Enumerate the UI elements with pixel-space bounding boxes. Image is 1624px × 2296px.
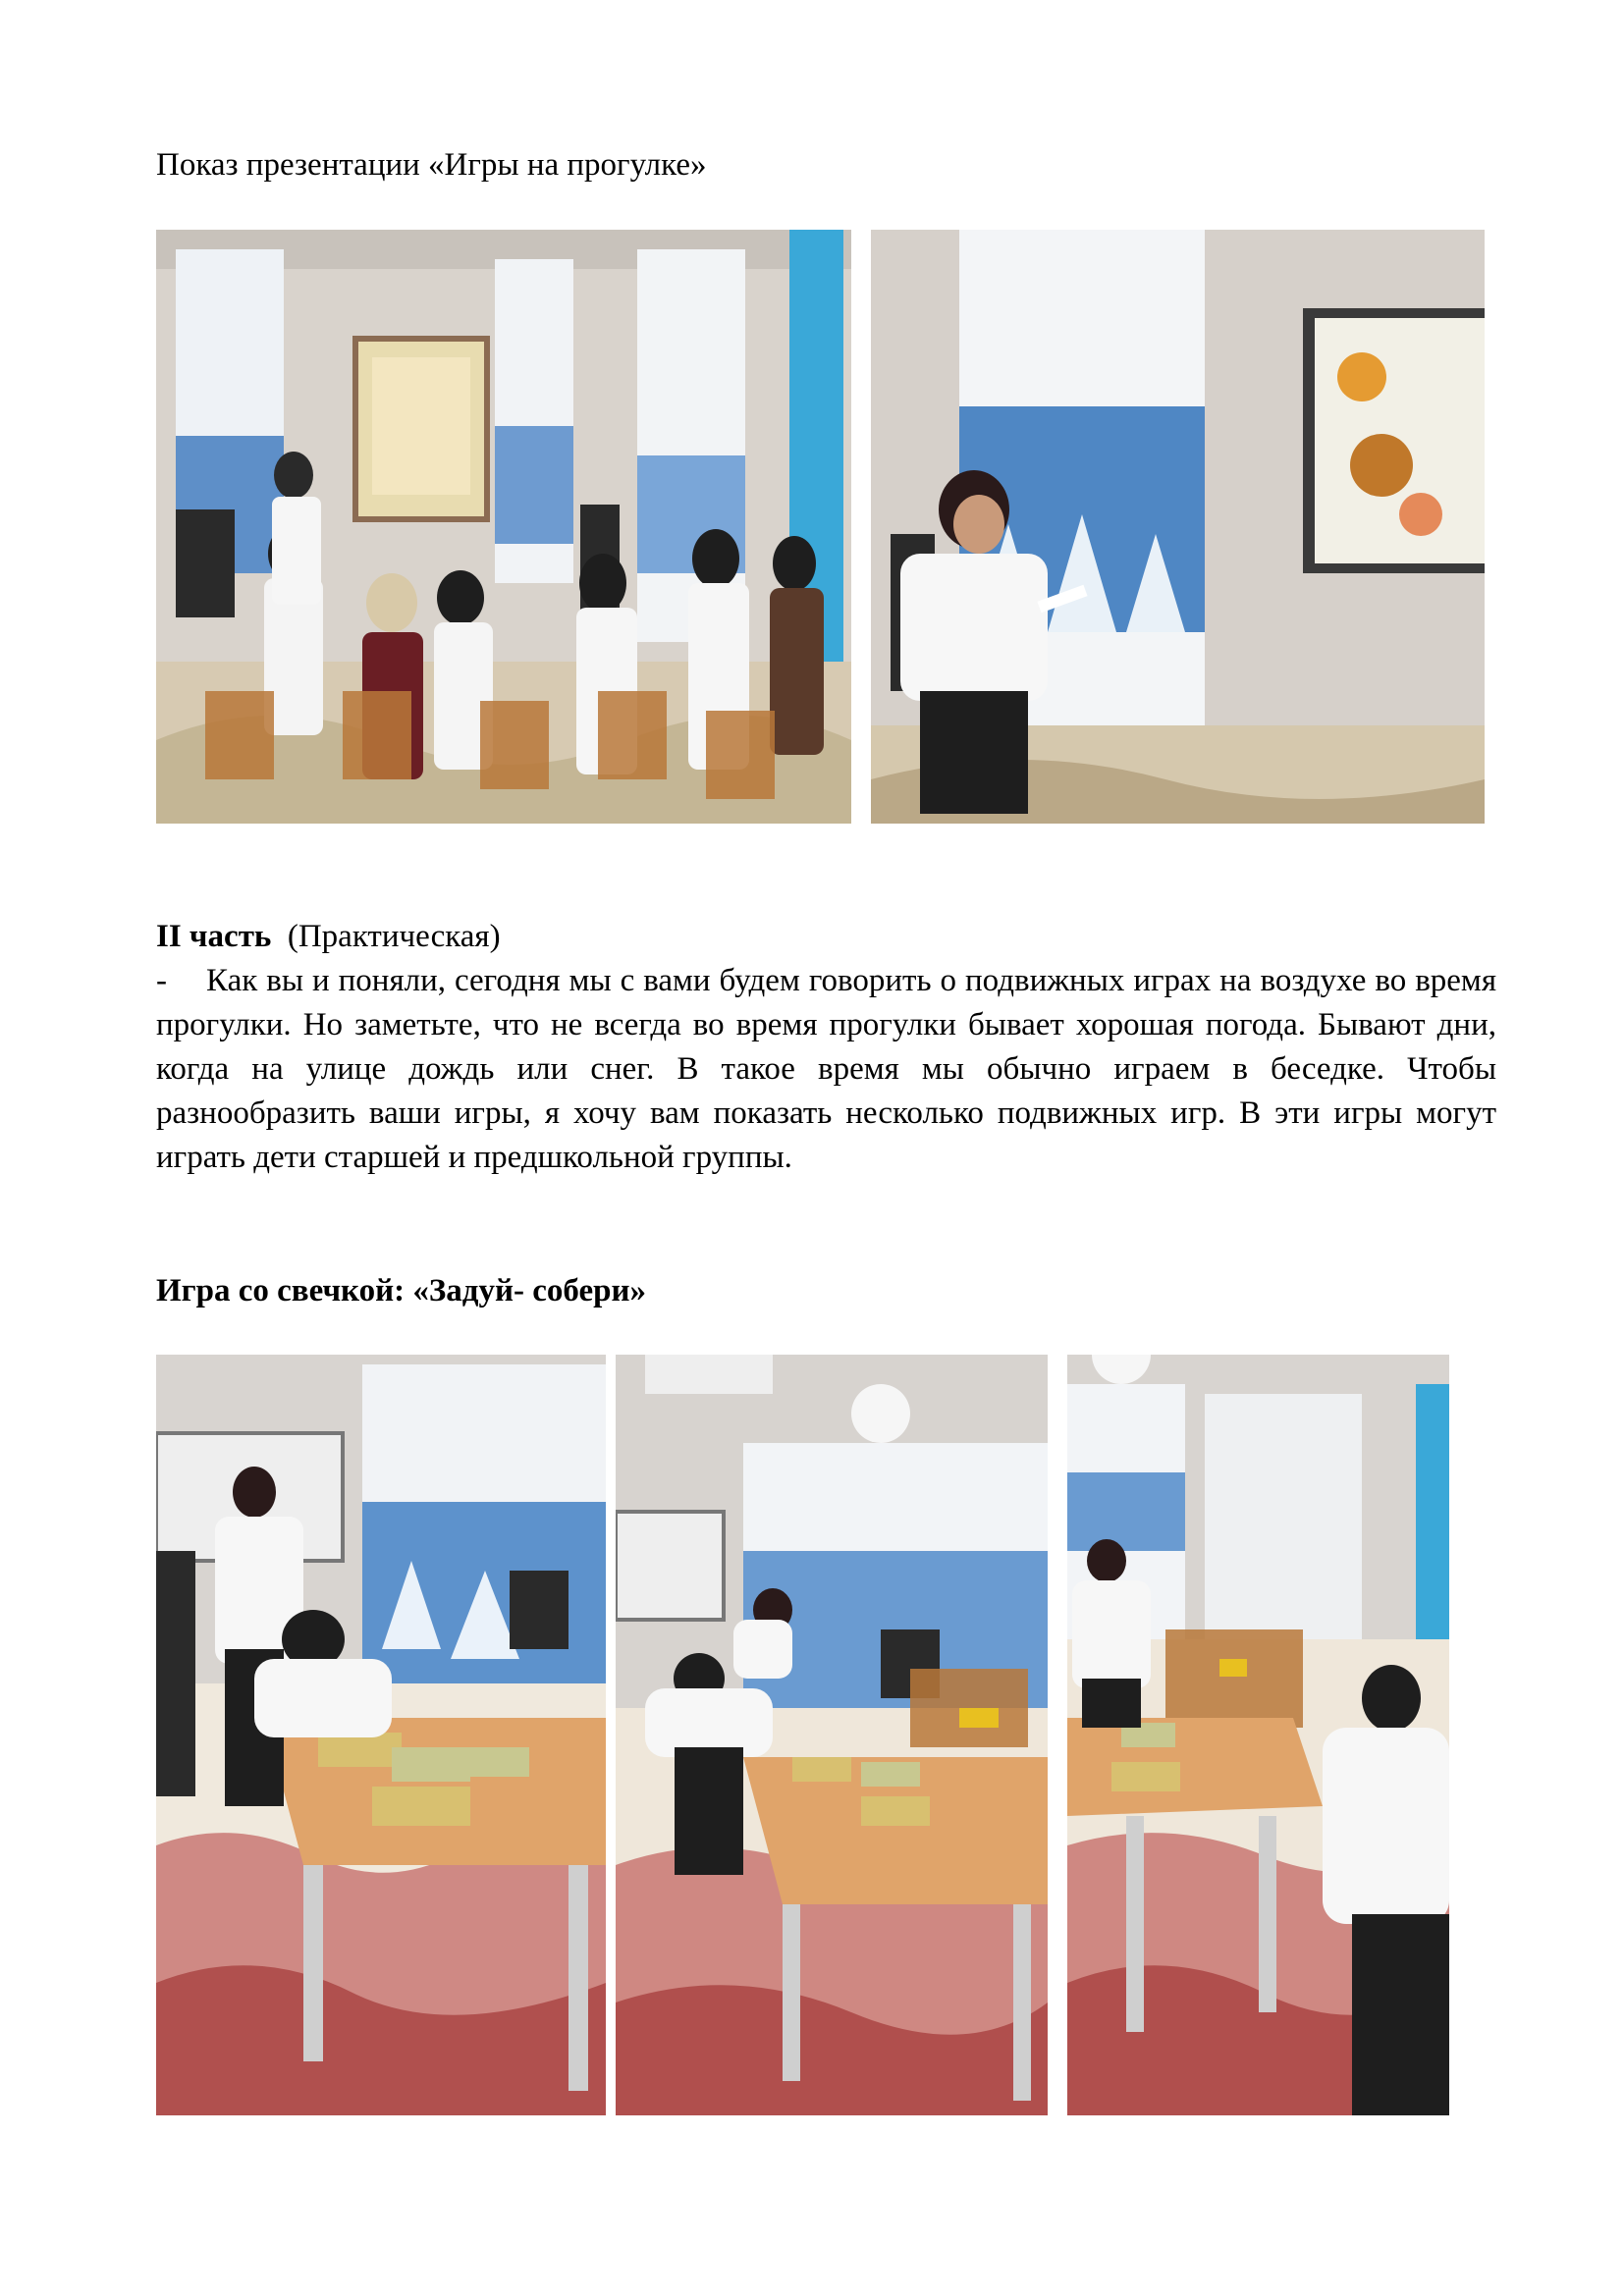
- part2-heading-bold: II часть: [156, 919, 272, 954]
- part2-paragraph: Как вы и поняли, сегодня мы с вами будем говорить о подвижных играх на воздухе во время прогулки. Но заметьте, что не всегда во время прогулки бывает хорошая погода. Бывают дни, когда на улице дождь или снег. В такое время мы обычно играем в беседке. Чтобы разнообразить ваши игры, я хочу вам показать несколько подвижных игр. В эти игры могут играть дети старшей и предшкольной группы.: [156, 963, 1496, 1175]
- game-title: Игра со свечкой: «Задуй- собери»: [156, 1273, 646, 1308]
- photo-game-3: [1067, 1355, 1449, 2115]
- part2-heading-normal: (Практическая): [287, 919, 501, 954]
- photo-game-1: [156, 1355, 606, 2115]
- photo-game-2: [616, 1355, 1048, 2115]
- part2-heading: [156, 915, 1496, 959]
- intro-line: Показ презентации «Игры на прогулке»: [156, 147, 707, 183]
- photo-presenter-at-screen: [871, 230, 1485, 824]
- part2-paragraph-block: [156, 959, 1496, 1180]
- part2-dash: -: [156, 963, 167, 998]
- photo-presentation-audience: [156, 230, 851, 824]
